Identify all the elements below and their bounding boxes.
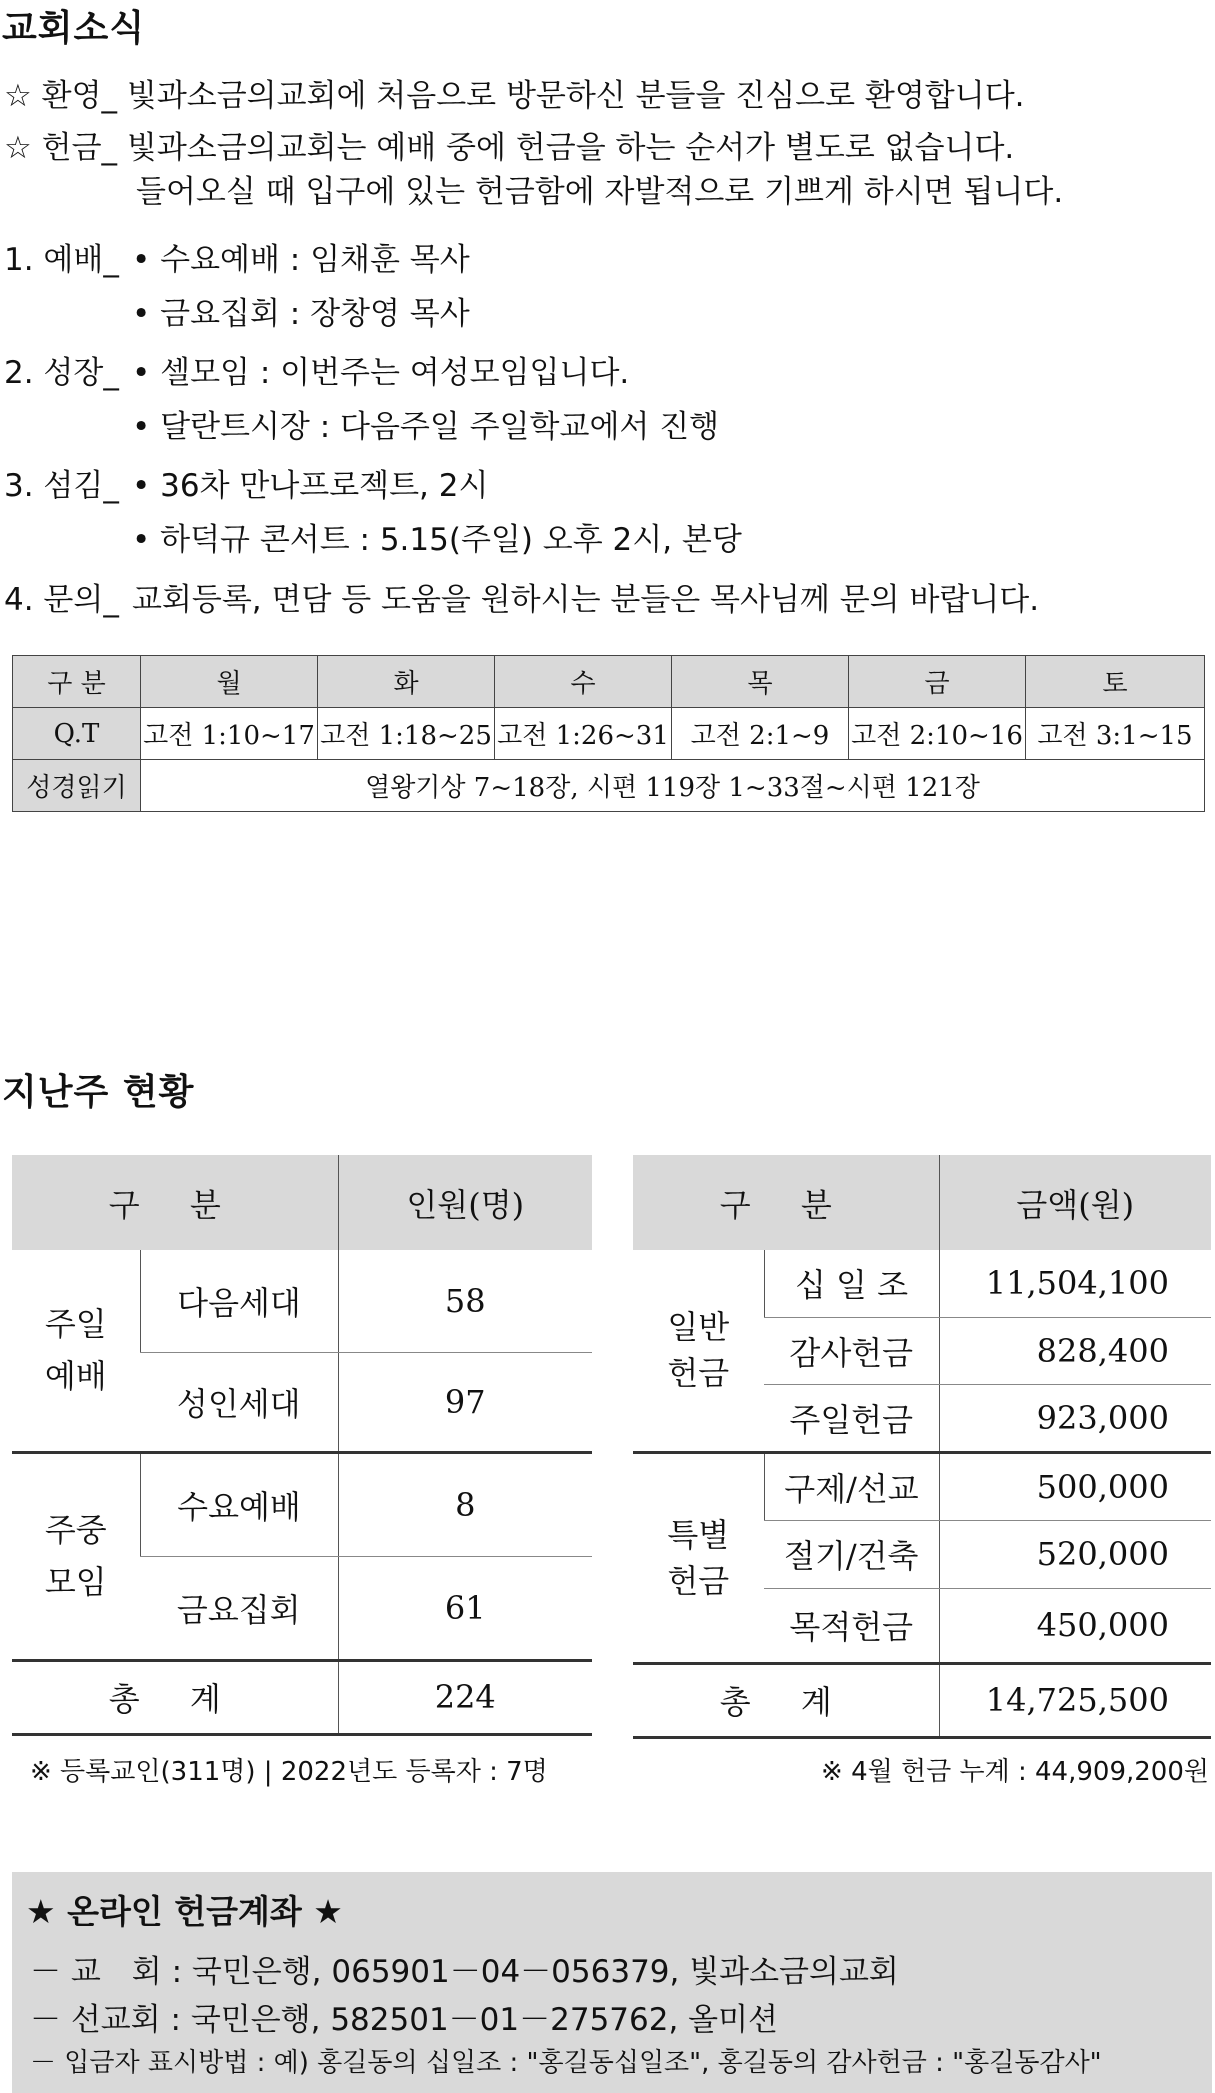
offering-row-label: 감사헌금 bbox=[764, 1317, 939, 1384]
table-row bbox=[633, 1250, 1211, 1317]
news-item-4-head: 4. 문의_ bbox=[4, 582, 119, 618]
schedule-row-label: 성경읽기 bbox=[13, 760, 141, 812]
schedule-cell: 고전 3:1~15 bbox=[1026, 708, 1205, 760]
account-mission: － 선교회 : 국민은행, 582501－01－275762, 올미션 bbox=[30, 2002, 779, 2038]
offering-row-value: 450,000 bbox=[939, 1588, 1211, 1663]
offering-total-row bbox=[633, 1663, 1211, 1737]
news-item-3-line-1: • 36차 만나프로젝트, 2시 bbox=[132, 468, 489, 504]
attendance-row-value: 61 bbox=[338, 1556, 592, 1660]
reading-schedule-table bbox=[12, 655, 1205, 812]
schedule-bible-row bbox=[13, 760, 1205, 812]
schedule-row-label: Q.T bbox=[13, 708, 141, 760]
news-item-3-line-2: • 하덕규 콘서트 : 5.15(주일) 오후 2시, 본당 bbox=[132, 522, 742, 558]
news-item-2-line-1: • 셀모임 : 이번주는 여성모임입니다. bbox=[132, 355, 630, 391]
attendance-row-label: 수요예배 bbox=[140, 1452, 338, 1556]
offering-row-value: 923,000 bbox=[939, 1384, 1211, 1452]
offering-row-value: 500,000 bbox=[939, 1452, 1211, 1520]
schedule-header-cell: 구 분 bbox=[13, 656, 141, 708]
offering-row-label: 구제/선교 bbox=[764, 1452, 939, 1520]
news-item-1-line-1: • 수요예배 : 임채훈 목사 bbox=[132, 242, 470, 278]
online-offering-box bbox=[12, 1872, 1212, 2093]
attendance-header-row bbox=[12, 1155, 592, 1250]
monthly-offering-note: ※ 4월 헌금 누계 : 44,909,200원 bbox=[821, 1757, 1209, 1787]
schedule-header-row bbox=[13, 656, 1205, 708]
schedule-header-cell: 목 bbox=[672, 656, 849, 708]
offering-group-label: 일반 헌금 bbox=[633, 1250, 764, 1452]
attendance-row-value: 97 bbox=[338, 1352, 592, 1452]
offering-header-row bbox=[633, 1155, 1211, 1250]
attendance-row-value: 58 bbox=[338, 1250, 592, 1352]
news-item-2-head: 2. 성장_ bbox=[4, 355, 119, 391]
schedule-cell: 고전 2:1~9 bbox=[672, 708, 849, 760]
offering-header-category: 구 분 bbox=[633, 1155, 939, 1250]
schedule-header-cell: 금 bbox=[849, 656, 1026, 708]
attendance-total-label: 총 계 bbox=[12, 1660, 338, 1734]
schedule-header-cell: 월 bbox=[141, 656, 318, 708]
attendance-row-label: 금요집회 bbox=[140, 1556, 338, 1660]
offering-row-label: 목적헌금 bbox=[764, 1588, 939, 1663]
offering-total-value: 14,725,500 bbox=[939, 1663, 1211, 1737]
attendance-row-label: 다음세대 bbox=[140, 1250, 338, 1352]
attendance-header-count: 인원(명) bbox=[338, 1155, 592, 1250]
news-item-3-head: 3. 섬김_ bbox=[4, 468, 119, 504]
schedule-bible-cell: 열왕기상 7~18장, 시편 119장 1~33절~시편 121장 bbox=[141, 760, 1205, 812]
offering-table bbox=[633, 1155, 1211, 1739]
news-item-4-line-1: 교회등록, 면담 등 도움을 원하시는 분들은 목사님께 문의 바랍니다. bbox=[132, 582, 1040, 618]
schedule-header-cell: 화 bbox=[318, 656, 495, 708]
offering-row-label: 십 일 조 bbox=[764, 1250, 939, 1317]
attendance-group-label: 주중 모임 bbox=[12, 1452, 140, 1660]
stats-title: 지난주 현황 bbox=[2, 1072, 195, 1113]
news-item-1-head: 1. 예배_ bbox=[4, 242, 119, 278]
offering-row-value: 520,000 bbox=[939, 1520, 1211, 1588]
offering-line-2: 들어오실 때 입구에 있는 헌금함에 자발적으로 기쁘게 하시면 됩니다. bbox=[136, 174, 1064, 210]
offering-total-label: 총 계 bbox=[633, 1663, 939, 1737]
schedule-qt-row bbox=[13, 708, 1205, 760]
offering-row-label: 절기/건축 bbox=[764, 1520, 939, 1588]
attendance-group-label: 주일 예배 bbox=[12, 1250, 140, 1452]
offering-group-label: 특별 헌금 bbox=[633, 1452, 764, 1663]
offering-row-value: 828,400 bbox=[939, 1317, 1211, 1384]
account-church: － 교 회 : 국민은행, 065901－04－056379, 빛과소금의교회 bbox=[30, 1954, 899, 1990]
attendance-row-label: 성인세대 bbox=[140, 1352, 338, 1452]
welcome-line: ☆ 환영_ 빛과소금의교회에 처음으로 방문하신 분들을 진심으로 환영합니다. bbox=[4, 78, 1025, 114]
attendance-header-category: 구 분 bbox=[12, 1155, 338, 1250]
offering-header-amount: 금액(원) bbox=[939, 1155, 1211, 1250]
schedule-cell: 고전 2:10~16 bbox=[849, 708, 1026, 760]
deposit-name-guide: － 입금자 표시방법 : 예) 홍길동의 십일조 : "홍길동십일조", 홍길동의 감사헌금 : "홍길동감사" bbox=[30, 2048, 1102, 2078]
table-row bbox=[12, 1452, 592, 1556]
schedule-cell: 고전 1:18~25 bbox=[318, 708, 495, 760]
offering-row-value: 11,504,100 bbox=[939, 1250, 1211, 1317]
online-offering-title: ★ 온라인 헌금계좌 ★ bbox=[26, 1892, 343, 1931]
schedule-header-cell: 수 bbox=[495, 656, 672, 708]
attendance-table bbox=[12, 1155, 592, 1736]
news-item-1-line-2: • 금요집회 : 장창영 목사 bbox=[132, 296, 470, 332]
news-title: 교회소식 bbox=[2, 8, 146, 49]
offering-row-label: 주일헌금 bbox=[764, 1384, 939, 1452]
attendance-total-value: 224 bbox=[338, 1660, 592, 1734]
news-item-2-line-2: • 달란트시장 : 다음주일 주일학교에서 진행 bbox=[132, 409, 720, 445]
schedule-header-cell: 토 bbox=[1026, 656, 1205, 708]
offering-line-1: ☆ 헌금_ 빛과소금의교회는 예배 중에 헌금을 하는 순서가 별도로 없습니다. bbox=[4, 130, 1015, 166]
attendance-total-row bbox=[12, 1660, 592, 1734]
membership-note: ※ 등록교인(311명) | 2022년도 등록자 : 7명 bbox=[30, 1757, 548, 1787]
schedule-cell: 고전 1:10~17 bbox=[141, 708, 318, 760]
table-row bbox=[12, 1250, 592, 1352]
attendance-row-value: 8 bbox=[338, 1452, 592, 1556]
schedule-cell: 고전 1:26~31 bbox=[495, 708, 672, 760]
table-row bbox=[633, 1452, 1211, 1520]
